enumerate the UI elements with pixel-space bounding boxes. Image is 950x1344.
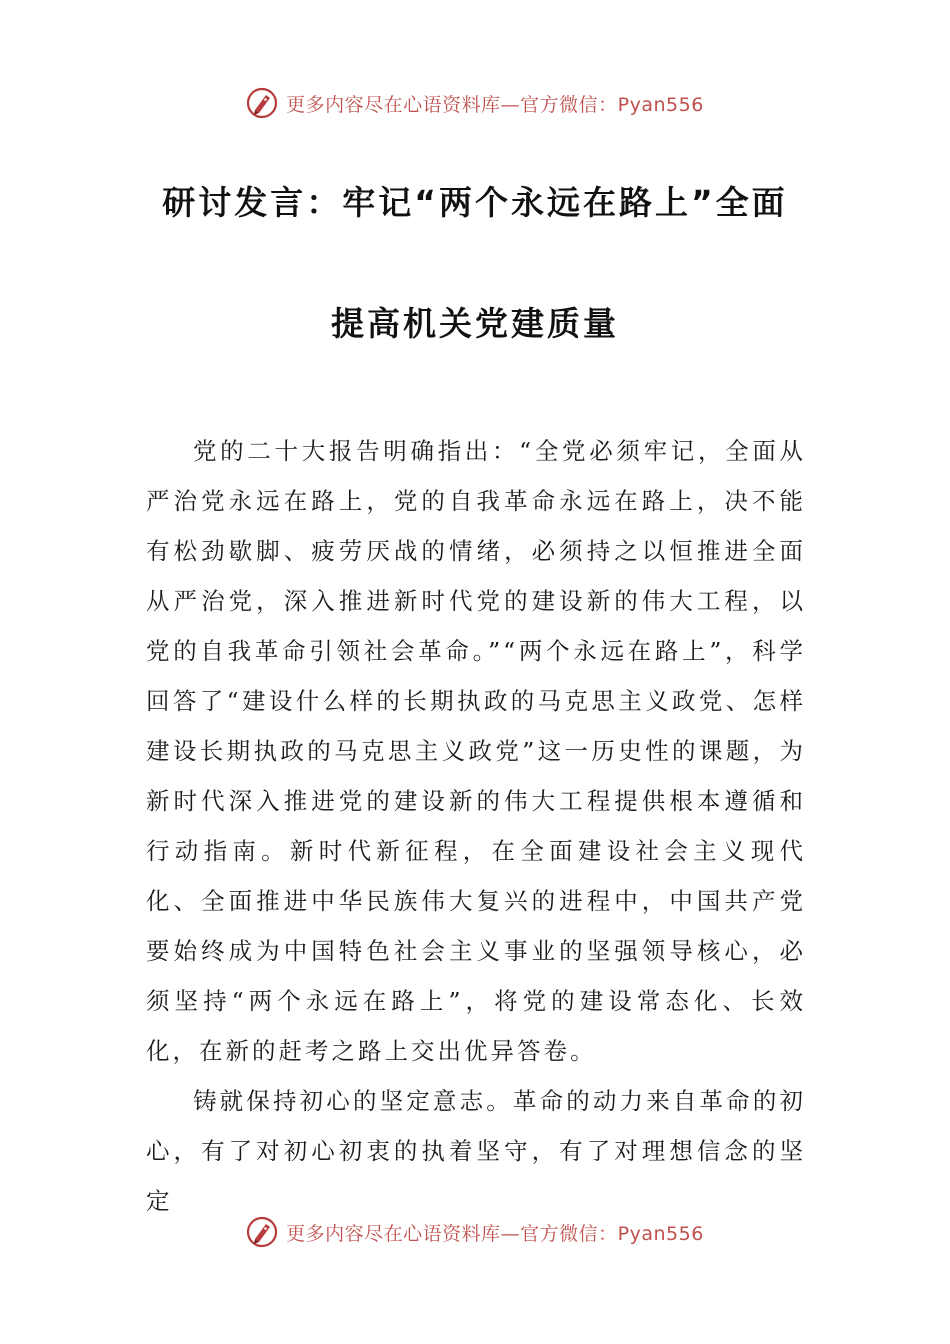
- watermark-dash: —: [500, 1222, 521, 1245]
- watermark-dash: —: [500, 93, 521, 116]
- pen-nib-logo-icon: [246, 87, 278, 119]
- watermark-text: [286, 1219, 704, 1246]
- document-body: [146, 426, 806, 1226]
- footer-watermark: [0, 1212, 950, 1252]
- document-title-line-2: 提高机关党建质量: [331, 304, 619, 343]
- header-watermark: [0, 83, 950, 123]
- watermark-wechat: 官方微信：Pyan556: [520, 1222, 704, 1245]
- paragraph-2: 铸就保持初心的坚定意志。革命的动力来自革命的初心，有了对初心初衷的执着坚守，有了对理想信念的坚定: [146, 1087, 806, 1215]
- pen-nib-logo-icon: [246, 1216, 278, 1248]
- watermark-site: 更多内容尽在心语资料库: [286, 93, 501, 116]
- watermark-wechat: 官方微信：Pyan556: [520, 93, 704, 116]
- watermark-text: [286, 90, 704, 117]
- document-title-line-1: 研讨发言：牢记“两个永远在路上”全面: [162, 183, 788, 222]
- watermark-site: 更多内容尽在心语资料库: [286, 1222, 501, 1245]
- paragraph-1: 党的二十大报告明确指出：“全党必须牢记，全面从严治党永远在路上，党的自我革命永远在路上，决不能有松劲歇脚、疲劳厌战的情绪，必须持之以恒推进全面从严治党，深入推进新时代党的建设新的伟大工程，以党的自我革命引领社会革命。”“两个永远在路上”，科学回答了“建设什么样的长期执政的马克思主义政党、怎样建设长期执政的马克思主义政党”这一历史性的课题，为新时代深入推进党的建设新的伟大工程提供根本遵循和行动指南。新时代新征程，在全面建设社会主义现代化、全面推进中华民族伟大复兴的进程中，中国共产党要始终成为中国特色社会主义事业的坚强领导核心，必须坚持“两个永远在路上”，将党的建设常态化、长效化，在新的赶考之路上交出优异答卷。: [146, 437, 806, 1065]
